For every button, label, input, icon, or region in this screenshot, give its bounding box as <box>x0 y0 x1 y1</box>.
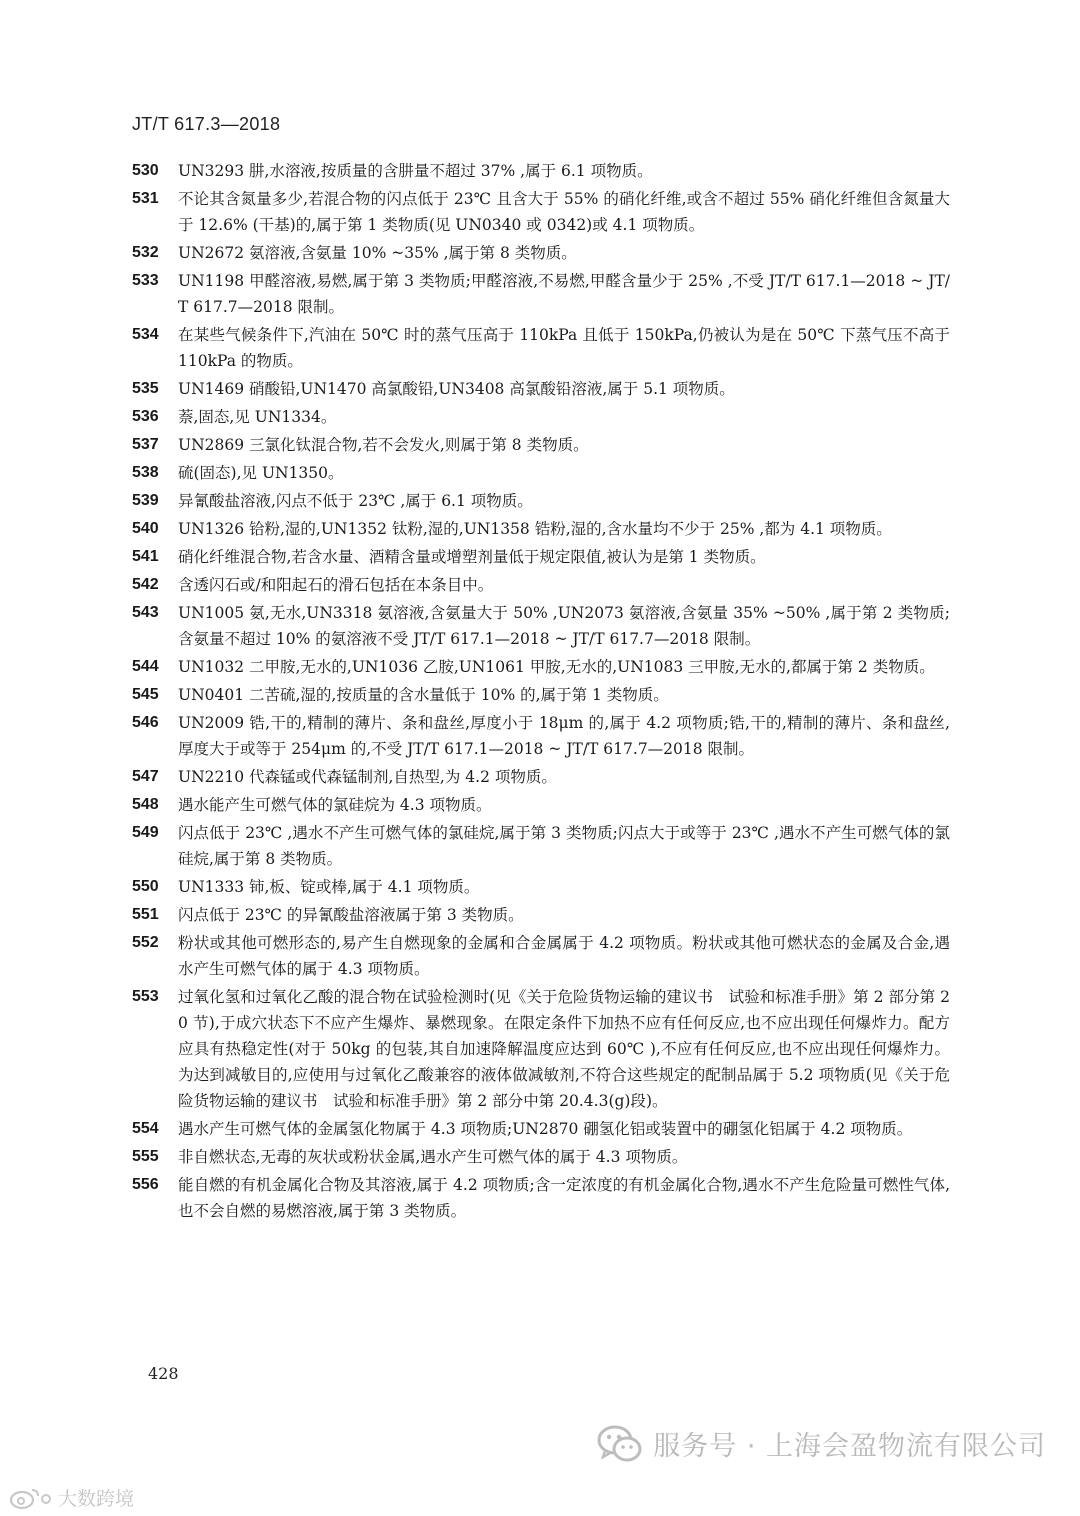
entry-number: 541 <box>132 548 159 565</box>
entry-number: 555 <box>132 1148 159 1165</box>
entry-number: 533 <box>132 272 159 289</box>
weibo-watermark <box>8 1484 134 1511</box>
entry-number: 539 <box>132 492 159 509</box>
entry-text: UN2009 锆,干的,精制的薄片、条和盘丝,厚度小于 18μm 的,属于 4.2 项物质;锆,干的,精制的薄片、条和盘丝,厚度大于或等于 254μm 的,不受 JT/T 617.1—2018 ~ JT/T 617.7—2018 限制。 <box>178 714 950 758</box>
entry-number: 556 <box>132 1176 159 1193</box>
entry-text: 闪点低于 23℃ 的异氰酸盐溶液属于第 3 类物质。 <box>178 906 524 924</box>
entry-number: 554 <box>132 1120 159 1137</box>
entry-item <box>132 682 950 708</box>
entry-text: UN0401 二苦硫,湿的,按质量的含水量低于 10% 的,属于第 1 类物质。 <box>178 686 669 704</box>
entry-text: UN3293 肼,水溶液,按质量的含肼量不超过 37% ,属于 6.1 项物质。 <box>178 162 653 180</box>
entry-text: 过氧化氢和过氧化乙酸的混合物在试验检测时(见《关于危险货物运输的建议书 试验和标准手册》第 2 部分第 20 节),于成穴状态下不应产生爆炸、暴燃现象。在限定条件下加热不应有任何反应,也不应出现任何爆炸力。配方应具有热稳定性(对于 50kg 的包装,其自加速降解温度应达到 60℃ ),不应有任何反应,也不应出现任何爆炸力。为达到减敏目的,应使用与过氧化乙酸兼容的液体做减敏剂,不符合这些规定的配制品属于 5.2 项物质(见《关于危险货物运输的建议书 试验和标准手册》第 2 部分中第 20.4.3(g)段)。 <box>178 988 950 1110</box>
entry-text: 含透闪石或/和阳起石的滑石包括在本条目中。 <box>178 576 494 594</box>
weibo-watermark-text: 大数跨境 <box>58 1488 135 1510</box>
entry-item <box>132 322 950 374</box>
entry-item <box>132 930 950 982</box>
entry-item <box>132 516 950 542</box>
wechat-icon <box>597 1425 643 1463</box>
standard-code-header: JT/T 617.3—2018 <box>132 114 281 134</box>
entry-text: UN2672 氨溶液,含氨量 10% ~35% ,属于第 8 类物质。 <box>178 244 577 262</box>
entry-item <box>132 1116 950 1142</box>
entry-item <box>132 158 950 184</box>
entry-number: 532 <box>132 244 159 261</box>
entry-text: 不论其含氮量多少,若混合物的闪点低于 23℃ 且含大于 55% 的硝化纤维,或含不超过 55% 硝化纤维但含氮量大于 12.6% (干基)的,属于第 1 类物质(见 UN0340 或 0342)或 4.1 项物质。 <box>178 190 950 234</box>
entry-number: 552 <box>132 934 159 951</box>
entry-text: 粉状或其他可燃形态的,易产生自燃现象的金属和合金属属于 4.2 项物质。粉状或其他可燃状态的金属及合金,遇水产生可燃气体的属于 4.3 项物质。 <box>178 934 950 978</box>
entry-item <box>132 268 950 320</box>
entry-number: 540 <box>132 520 159 537</box>
wechat-watermark <box>597 1424 1046 1463</box>
entry-number: 542 <box>132 576 159 593</box>
entry-number: 545 <box>132 686 159 703</box>
entry-list <box>132 158 950 1224</box>
entry-text: 非自燃状态,无毒的灰状或粉状金属,遇水产生可燃气体的属于 4.3 项物质。 <box>178 1148 688 1166</box>
entry-item <box>132 404 950 430</box>
entry-text: UN1333 铈,板、锭或棒,属于 4.1 项物质。 <box>178 878 480 896</box>
entry-text: 异氰酸盐溶液,闪点不低于 23℃ ,属于 6.1 项物质。 <box>178 492 533 510</box>
entry-item <box>132 432 950 458</box>
entry-item <box>132 1172 950 1224</box>
entry-text: 硫(固态),见 UN1350。 <box>178 464 344 482</box>
entry-number: 537 <box>132 436 159 453</box>
entry-text: UN2210 代森锰或代森锰制剂,自热型,为 4.2 项物质。 <box>178 768 557 786</box>
entry-item <box>132 710 950 762</box>
weibo-icon <box>8 1486 54 1510</box>
entry-text: UN1032 二甲胺,无水的,UN1036 乙胺,UN1061 甲胺,无水的,UN1083 三甲胺,无水的,都属于第 2 类物质。 <box>178 658 935 676</box>
entry-item <box>132 1144 950 1170</box>
entry-item <box>132 240 950 266</box>
entry-text: 能自燃的有机金属化合物及其溶液,属于 4.2 项物质;含一定浓度的有机金属化合物,遇水不产生危险量可燃性气体,也不会自燃的易燃溶液,属于第 3 类物质。 <box>178 1176 950 1220</box>
entry-text: 硝化纤维混合物,若含水量、酒精含量或增塑剂量低于规定限值,被认为是第 1 类物质。 <box>178 548 766 566</box>
entry-number: 549 <box>132 824 159 841</box>
entry-item <box>132 460 950 486</box>
entry-text: 闪点低于 23℃ ,遇水不产生可燃气体的氯硅烷,属于第 3 类物质;闪点大于或等于 23℃ ,遇水不产生可燃气体的氯硅烷,属于第 8 类物质。 <box>178 824 950 868</box>
entry-number: 530 <box>132 162 159 179</box>
entry-number: 538 <box>132 464 159 481</box>
entry-number: 536 <box>132 408 159 425</box>
page-number: 428 <box>148 1364 179 1383</box>
entry-item <box>132 792 950 818</box>
entry-text: UN1005 氨,无水,UN3318 氨溶液,含氨量大于 50% ,UN2073 氨溶液,含氨量 35% ~50% ,属于第 2 类物质;含氨量不超过 10% 的氨溶液不受 JT/T 617.1—2018 ~ JT/T 617.7—2018 限制。 <box>178 604 950 648</box>
entry-number: 543 <box>132 604 159 621</box>
entry-text: 萘,固态,见 UN1334。 <box>178 408 337 426</box>
entry-number: 535 <box>132 380 159 397</box>
entry-item <box>132 902 950 928</box>
entry-item <box>132 544 950 570</box>
entry-item <box>132 820 950 872</box>
entry-item <box>132 600 950 652</box>
entry-item <box>132 654 950 680</box>
entry-text: UN1469 硝酸铅,UN1470 高氯酸铅,UN3408 高氯酸铅溶液,属于 5.1 项物质。 <box>178 380 735 398</box>
entry-text: UN1326 铪粉,湿的,UN1352 钛粉,湿的,UN1358 锆粉,湿的,含水量均不少于 25% ,都为 4.1 项物质。 <box>178 520 892 538</box>
entry-text: 遇水产生可燃气体的金属氢化物属于 4.3 项物质;UN2870 硼氢化铝或装置中的硼氢化铝属于 4.2 项物质。 <box>178 1120 913 1138</box>
wechat-watermark-text: 服务号 · 上海会盈物流有限公司 <box>653 1431 1046 1462</box>
entry-item <box>132 764 950 790</box>
entry-text: 遇水能产生可燃气体的氯硅烷为 4.3 项物质。 <box>178 796 492 814</box>
entry-item <box>132 572 950 598</box>
entry-text: UN2869 三氯化钛混合物,若不会发火,则属于第 8 类物质。 <box>178 436 589 454</box>
entry-number: 546 <box>132 714 159 731</box>
entry-number: 531 <box>132 190 159 207</box>
entry-number: 550 <box>132 878 159 895</box>
entry-number: 547 <box>132 768 159 785</box>
entry-number: 548 <box>132 796 159 813</box>
entry-item <box>132 984 950 1114</box>
entry-item <box>132 488 950 514</box>
entry-number: 551 <box>132 906 159 923</box>
entry-item <box>132 376 950 402</box>
entry-number: 534 <box>132 326 159 343</box>
entry-text: UN1198 甲醛溶液,易燃,属于第 3 类物质;甲醛溶液,不易燃,甲醛含量少于 25% ,不受 JT/T 617.1—2018 ~ JT/T 617.7—2018 限制。 <box>178 272 950 316</box>
entry-item <box>132 186 950 238</box>
entry-number: 544 <box>132 658 159 675</box>
entry-item <box>132 874 950 900</box>
entry-text: 在某些气候条件下,汽油在 50℃ 时的蒸气压高于 110kPa 且低于 150kPa,仍被认为是在 50℃ 下蒸气压不高于 110kPa 的物质。 <box>178 326 950 370</box>
entry-number: 553 <box>132 988 159 1005</box>
